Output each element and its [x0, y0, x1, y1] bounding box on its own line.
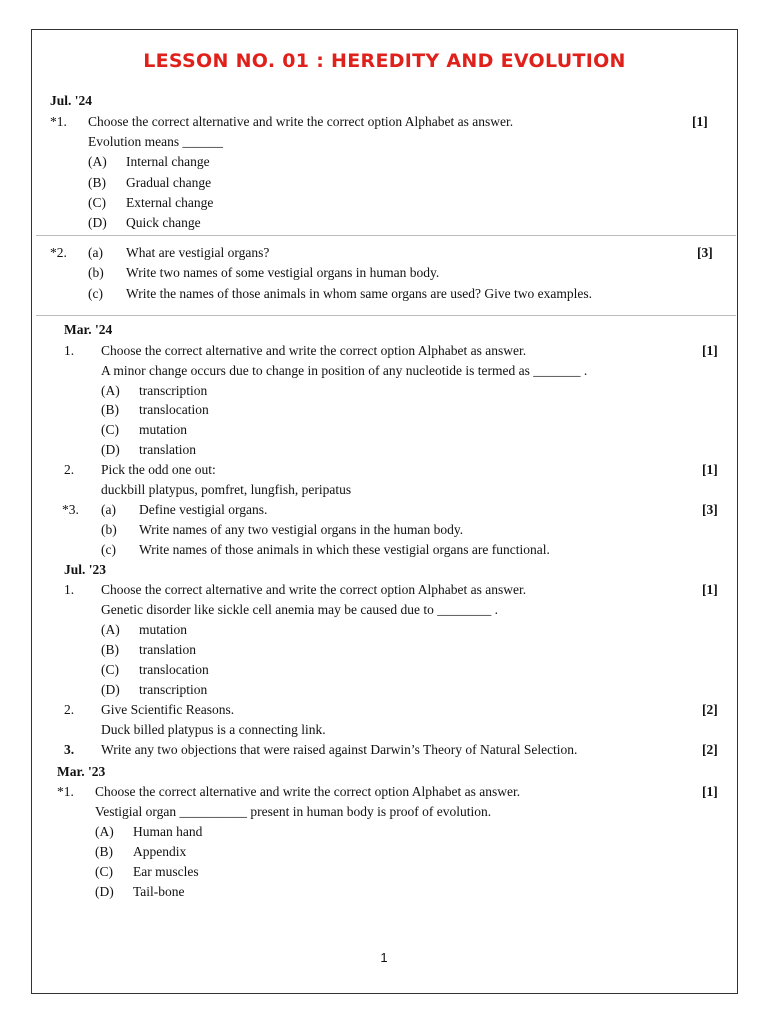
option-text: Tail-bone	[133, 884, 185, 899]
question-text: Choose the correct alternative and write the correct option Alphabet as answer.	[95, 784, 521, 799]
option-letter: (C)	[95, 864, 113, 879]
option-text: Appendix	[133, 844, 187, 859]
question-number: *2.	[50, 245, 67, 260]
option-text: translocation	[139, 402, 209, 417]
question-number: 2.	[64, 462, 75, 477]
option-letter: (A)	[101, 622, 120, 637]
question-number: *1.	[50, 114, 67, 129]
option-letter: (B)	[101, 642, 119, 657]
option-text: Gradual change	[126, 175, 212, 190]
question-text: Choose the correct alternative and write the correct option Alphabet as answer.	[88, 114, 514, 129]
option-text: transcription	[139, 682, 208, 697]
lesson-title: LESSON NO. 01 : HEREDITY AND EVOLUTION	[143, 50, 626, 72]
option-text: Ear muscles	[133, 864, 199, 879]
question-marks: [3]	[702, 502, 718, 517]
option-text: transcription	[139, 383, 208, 398]
option-text: External change	[126, 195, 214, 210]
option-text: Human hand	[133, 824, 203, 839]
part-text: What are vestigial organs?	[126, 245, 270, 260]
question-number: 1.	[64, 582, 75, 597]
section-heading-mar-24: Mar. '24	[64, 322, 113, 337]
question-text: Write any two objections that were raised against Darwin’s Theory of Natural Selection.	[101, 742, 578, 757]
option-text: translation	[139, 642, 196, 657]
part-text: Write the names of those animals in whom same organs are used? Give two examples.	[126, 286, 592, 301]
section-heading-mar-23: Mar. '23	[57, 764, 106, 779]
part-text: Write two names of some vestigial organs in human body.	[126, 265, 440, 280]
question-number: 3.	[64, 742, 75, 757]
part-text: Define vestigial organs.	[139, 502, 268, 517]
question-marks: [1]	[692, 114, 708, 129]
divider	[36, 235, 736, 236]
part-text: Write names of those animals in which these vestigial organs are functional.	[139, 542, 550, 557]
option-letter: (A)	[101, 383, 120, 398]
option-letter: (D)	[88, 215, 107, 230]
part-letter: (b)	[101, 522, 117, 537]
question-text: Choose the correct alternative and write the correct option Alphabet as answer.	[101, 582, 527, 597]
option-text: mutation	[139, 622, 187, 637]
divider	[36, 315, 736, 316]
question-number: *3.	[62, 502, 79, 517]
question-marks: [1]	[702, 462, 718, 477]
part-letter: (a)	[88, 245, 103, 260]
question-stem: Evolution means ______	[88, 134, 223, 149]
part-letter: (a)	[101, 502, 116, 517]
option-letter: (D)	[101, 442, 120, 457]
option-text: mutation	[139, 422, 187, 437]
question-stem: A minor change occurs due to change in position of any nucleotide is termed as _______ .	[101, 363, 588, 378]
option-letter: (C)	[101, 422, 119, 437]
question-text: Choose the correct alternative and write the correct option Alphabet as answer.	[101, 343, 527, 358]
question-marks: [2]	[702, 742, 718, 757]
question-marks: [2]	[702, 702, 718, 717]
part-letter: (c)	[88, 286, 103, 301]
option-text: translation	[139, 442, 196, 457]
question-text: Give Scientific Reasons.	[101, 702, 235, 717]
option-text: translocation	[139, 662, 209, 677]
question-marks: [3]	[697, 245, 713, 260]
option-letter: (B)	[95, 844, 113, 859]
question-stem: Vestigial organ __________ present in human body is proof of evolution.	[95, 804, 492, 819]
option-letter: (C)	[88, 195, 106, 210]
option-letter: (C)	[101, 662, 119, 677]
section-heading-jul-24: Jul. '24	[50, 93, 93, 108]
question-stem: Duck billed platypus is a connecting link.	[101, 722, 326, 737]
section-heading-jul-23: Jul. '23	[64, 562, 107, 577]
option-letter: (D)	[101, 682, 120, 697]
question-text: Pick the odd one out:	[101, 462, 216, 477]
question-number: 2.	[64, 702, 75, 717]
part-letter: (b)	[88, 265, 104, 280]
question-stem: duckbill platypus, pomfret, lungfish, peripatus	[101, 482, 352, 497]
option-letter: (D)	[95, 884, 114, 899]
option-letter: (B)	[88, 175, 106, 190]
page-number: 1	[380, 950, 388, 965]
part-letter: (c)	[101, 542, 116, 557]
part-text: Write names of any two vestigial organs in the human body.	[139, 522, 464, 537]
question-number: *1.	[57, 784, 74, 799]
question-marks: [1]	[702, 784, 718, 799]
option-text: Quick change	[126, 215, 201, 230]
option-letter: (A)	[95, 824, 114, 839]
option-letter: (B)	[101, 402, 119, 417]
question-stem: Genetic disorder like sickle cell anemia may be caused due to ________ .	[101, 602, 498, 617]
question-marks: [1]	[702, 582, 718, 597]
option-text: Internal change	[126, 154, 210, 169]
option-letter: (A)	[88, 154, 107, 169]
question-number: 1.	[64, 343, 75, 358]
question-marks: [1]	[702, 343, 718, 358]
